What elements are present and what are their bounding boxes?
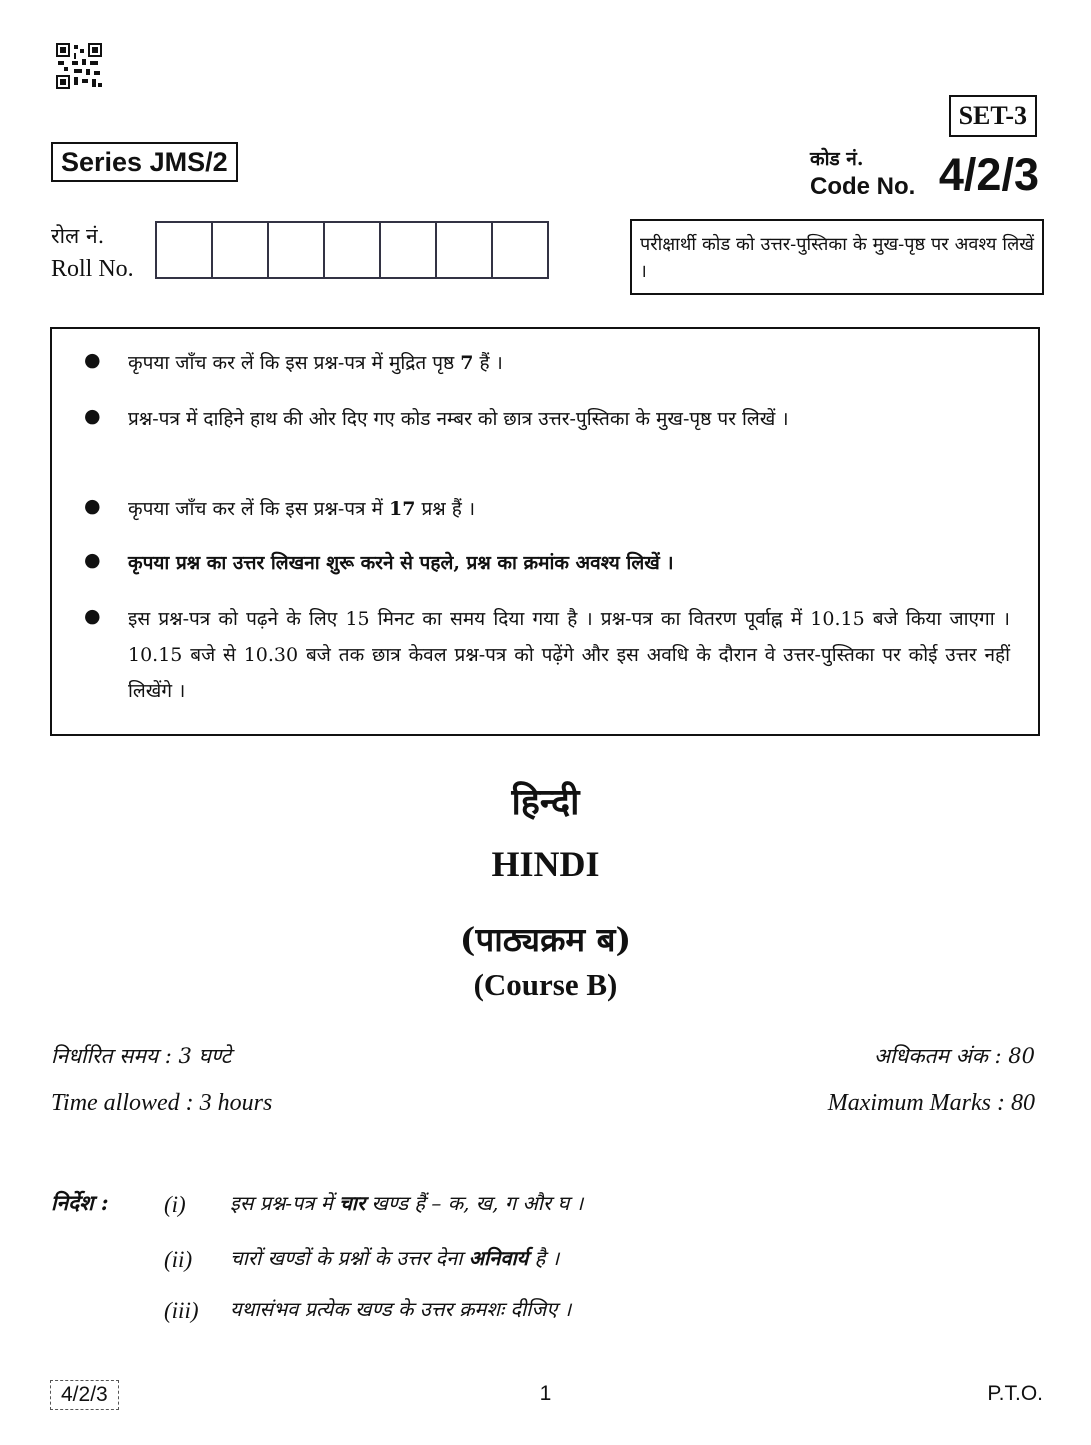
instruction-item-2: प्रश्न-पत्र में दाहिने हाथ की ओर दिए गए कोड नम्बर को छात्र उत्तर-पुस्तिका के मुख-पृष्ठ पर लिखें । bbox=[128, 408, 789, 430]
bullet-icon: ● bbox=[84, 495, 101, 517]
roll-digit-box[interactable] bbox=[157, 221, 213, 279]
roll-digit-box[interactable] bbox=[269, 221, 325, 279]
roll-digit-box[interactable] bbox=[213, 221, 269, 279]
time-allowed-english: Time allowed : 3 hours bbox=[51, 1090, 273, 1116]
directions-label: निर्देश : bbox=[51, 1190, 109, 1215]
direction-item-3: यथासंभव प्रत्येक खण्ड के उत्तर क्रमशः दीजिए । bbox=[230, 1297, 572, 1321]
instructions-box bbox=[50, 327, 1040, 736]
roll-digit-box[interactable] bbox=[493, 221, 549, 279]
subject-title-english: HINDI bbox=[491, 844, 600, 884]
roll-digit-box[interactable] bbox=[437, 221, 493, 279]
bullet-icon: ● bbox=[84, 405, 101, 427]
direction-number: (iii) bbox=[164, 1298, 199, 1323]
qr-code-icon bbox=[56, 43, 102, 89]
series-label: Series JMS/2 bbox=[51, 142, 238, 182]
bullet-icon: ● bbox=[84, 549, 101, 571]
roll-digit-box[interactable] bbox=[325, 221, 381, 279]
instruction-item-4: कृपया प्रश्न का उत्तर लिखना शुरू करने से पहले, प्रश्न का क्रमांक अवश्य लिखें । bbox=[128, 552, 674, 574]
maximum-marks-hindi: अधिकतम अंक : 80 bbox=[873, 1044, 1035, 1068]
direction-number: (i) bbox=[164, 1192, 186, 1217]
code-label-english: Code No. bbox=[810, 173, 916, 200]
roll-digit-box[interactable] bbox=[381, 221, 437, 279]
instruction-item-5: इस प्रश्न-पत्र को पढ़ने के लिए 15 मिनट का समय दिया गया है । प्रश्न-पत्र का वितरण पूर्वाह्न में 10.15 बजे किया जाएगा । 10.15 बजे से 10.30 बजे तक छात्र केवल प्रश्न-पत्र को पढ़ेंगे और इस अवधि के दौरान वे उत्तर-पुस्तिका पर कोई उत्तर नहीं लिखेंगे । bbox=[128, 608, 1010, 702]
roll-label-english: Roll No. bbox=[51, 256, 134, 282]
code-number: 4/2/3 bbox=[938, 149, 1039, 200]
time-allowed-hindi: निर्धारित समय : 3 घण्टे bbox=[51, 1044, 232, 1068]
bullet-icon: ● bbox=[84, 349, 101, 371]
direction-number: (ii) bbox=[164, 1247, 193, 1272]
direction-item-1: इस प्रश्न-पत्र में चार खण्ड हैं – क, ख, ग और घ । bbox=[230, 1191, 584, 1215]
code-label-hindi: कोड नं. bbox=[810, 148, 864, 170]
roll-number-boxes bbox=[155, 221, 549, 279]
direction-item-2: चारों खण्डों के प्रश्नों के उत्तर देना अनिवार्य है । bbox=[230, 1246, 560, 1270]
footer-code: 4/2/3 bbox=[50, 1380, 119, 1410]
course-english: (Course B) bbox=[473, 967, 618, 1002]
instruction-item-3: कृपया जाँच कर लें कि इस प्रश्न-पत्र में 17 प्रश्न हैं । bbox=[128, 498, 476, 520]
course-hindi: (पाठ्यक्रम ब) bbox=[459, 920, 632, 959]
code-notice-box: परीक्षार्थी कोड को उत्तर-पुस्तिका के मुख-पृष्ठ पर अवश्य लिखें । bbox=[630, 219, 1044, 295]
bullet-icon: ● bbox=[84, 605, 101, 627]
maximum-marks-english: Maximum Marks : 80 bbox=[827, 1090, 1035, 1116]
instruction-item-1: कृपया जाँच कर लें कि इस प्रश्न-पत्र में मुद्रित पृष्ठ 7 हैं । bbox=[128, 352, 503, 374]
pto-label: P.T.O. bbox=[987, 1382, 1043, 1405]
subject-title-hindi: हिन्दी bbox=[511, 781, 580, 823]
set-number-badge: SET-3 bbox=[949, 95, 1037, 137]
roll-label-hindi: रोल नं. bbox=[51, 224, 105, 248]
page-number: 1 bbox=[539, 1382, 552, 1405]
